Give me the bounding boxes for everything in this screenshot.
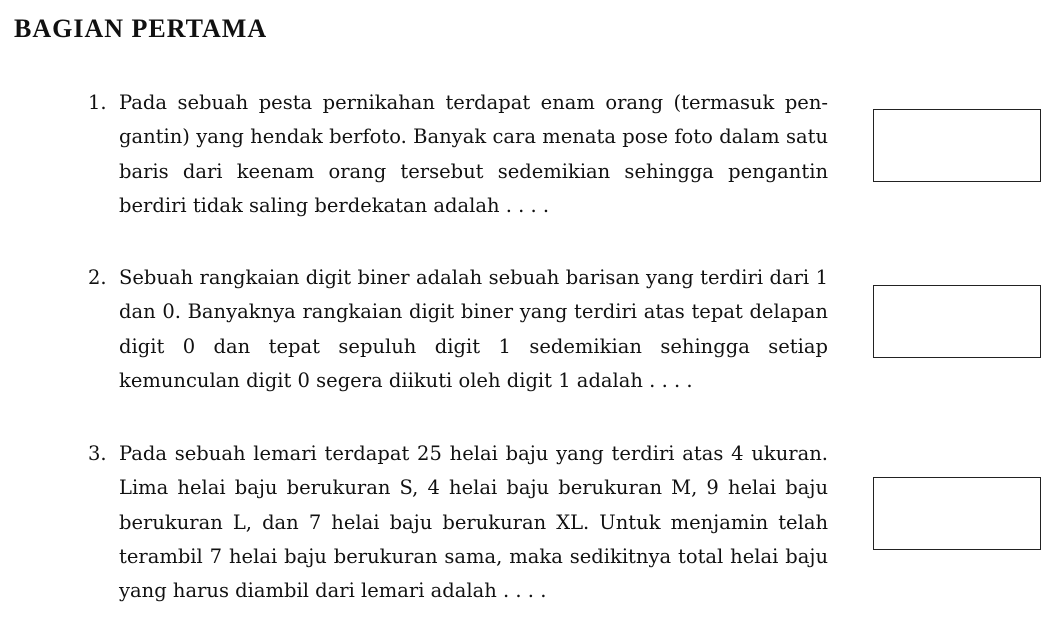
problem-1-number: 1. xyxy=(88,91,107,114)
section-title: BAGIAN PERTAMA xyxy=(14,14,268,43)
problem-1-text: Pada sebuah pesta pernikahan terdapat enam orang (termasuk pen- gantin) yang hendak berfoto. Banyak cara menata pose foto dalam satu baris dari keenam orang tersebut sedemikian sehingga pengantin berdiri tidak saling berdekatan adalah . . . . xyxy=(119,91,828,217)
problem-2-text: Sebuah rangkaian digit biner adalah sebuah barisan yang terdiri dari 1 dan 0. Banyaknya rangkaian digit biner yang terdiri atas tepat delapan digit 0 dan tepat sepuluh digit 1 sedemikian sehingga setiap kemunculan digit 0 segera diikuti oleh digit 1 adalah . . . . xyxy=(119,266,828,392)
problem-3-text: Pada sebuah lemari terdapat 25 helai baju yang terdiri atas 4 ukuran. Lima helai baju berukuran S, 4 helai baju berukuran M, 9 helai baju berukuran L, dan 7 helai baju berukuran XL. Untuk menjamin telah terambil 7 helai baju berukuran sama, maka sedikitnya total helai baju yang harus diambil dari lemari adalah . . . . xyxy=(119,442,828,603)
problem-2-number: 2. xyxy=(88,266,107,289)
problem-3-number: 3. xyxy=(88,442,107,465)
problem-2-answer-box[interactable] xyxy=(873,285,1041,358)
problem-3-answer-box[interactable] xyxy=(873,477,1041,550)
problem-3 xyxy=(88,437,828,608)
problem-1-answer-box[interactable] xyxy=(873,109,1041,182)
problem-1 xyxy=(88,86,828,223)
problem-2 xyxy=(88,261,828,398)
